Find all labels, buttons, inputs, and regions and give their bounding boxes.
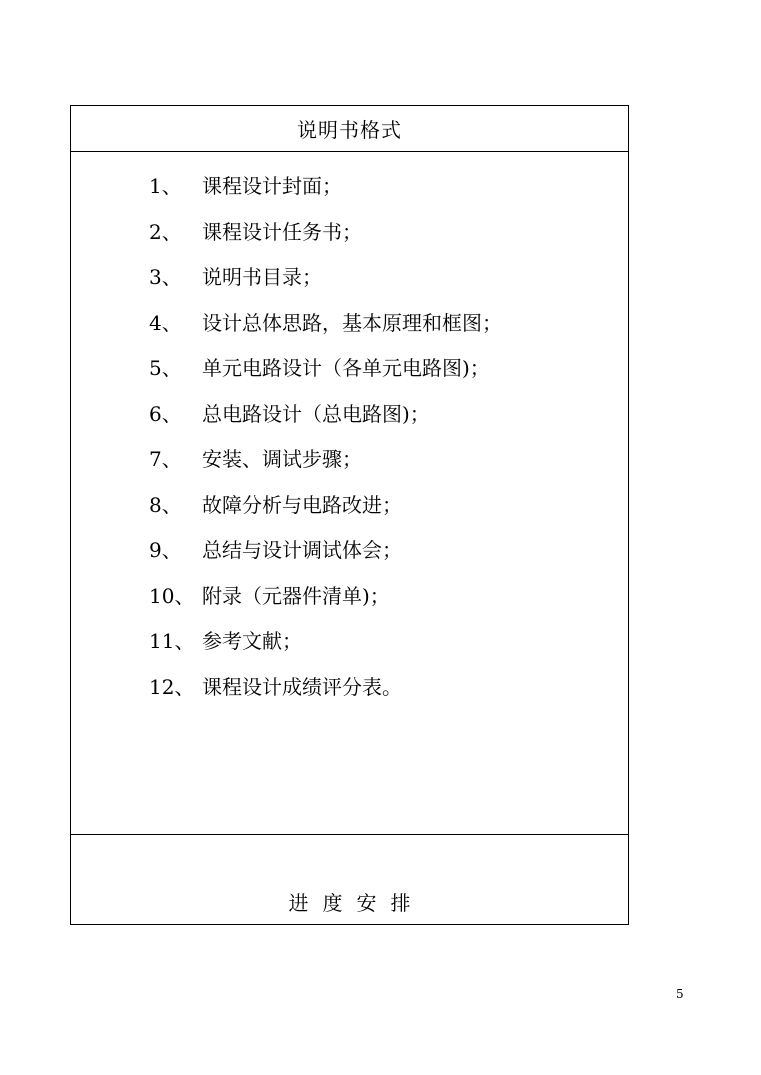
list-item (149, 344, 502, 390)
list-item (149, 617, 502, 663)
items-section (71, 152, 628, 835)
item-number: 12、 (149, 674, 195, 699)
item-number: 4、 (149, 310, 182, 335)
list-item (149, 526, 502, 572)
item-text: 设计总体思路，基本原理和框图； (202, 310, 502, 335)
item-text: 故障分析与电路改进； (202, 492, 402, 517)
item-list (149, 162, 502, 708)
list-item (149, 162, 502, 208)
page-number: 5 (676, 987, 684, 1001)
item-number: 1、 (149, 174, 182, 199)
list-item (149, 253, 502, 299)
item-number: 10、 (149, 583, 195, 608)
item-number: 9、 (149, 538, 182, 563)
table-header-title: 说明书格式 (297, 118, 402, 142)
list-item (149, 299, 502, 345)
list-item (149, 572, 502, 618)
item-text: 安装、调试步骤； (202, 447, 362, 472)
schedule-section (71, 835, 628, 924)
item-text: 课程设计成绩评分表。 (202, 674, 402, 699)
table-header (71, 106, 628, 152)
item-number: 7、 (149, 447, 182, 472)
list-item (149, 481, 502, 527)
item-number: 6、 (149, 401, 182, 426)
item-number: 8、 (149, 492, 182, 517)
item-text: 总电路设计（总电路图)； (202, 401, 430, 426)
list-item (149, 663, 502, 709)
list-item (149, 435, 502, 481)
item-number: 3、 (149, 265, 182, 290)
item-text: 课程设计封面； (202, 174, 342, 199)
item-number: 5、 (149, 356, 182, 381)
list-item (149, 390, 502, 436)
item-text: 单元电路设计（各单元电路图)； (202, 356, 490, 381)
instruction-format-table (70, 105, 629, 925)
list-item (149, 208, 502, 254)
item-text: 课程设计任务书； (202, 219, 362, 244)
item-text: 参考文献； (202, 629, 302, 654)
item-number: 2、 (149, 219, 182, 244)
item-text: 总结与设计调试体会； (202, 538, 402, 563)
item-text: 附录（元器件清单)； (202, 583, 390, 608)
item-number: 11、 (149, 629, 195, 654)
item-text: 说明书目录； (202, 265, 322, 290)
schedule-title: 进度安排 (288, 891, 425, 915)
